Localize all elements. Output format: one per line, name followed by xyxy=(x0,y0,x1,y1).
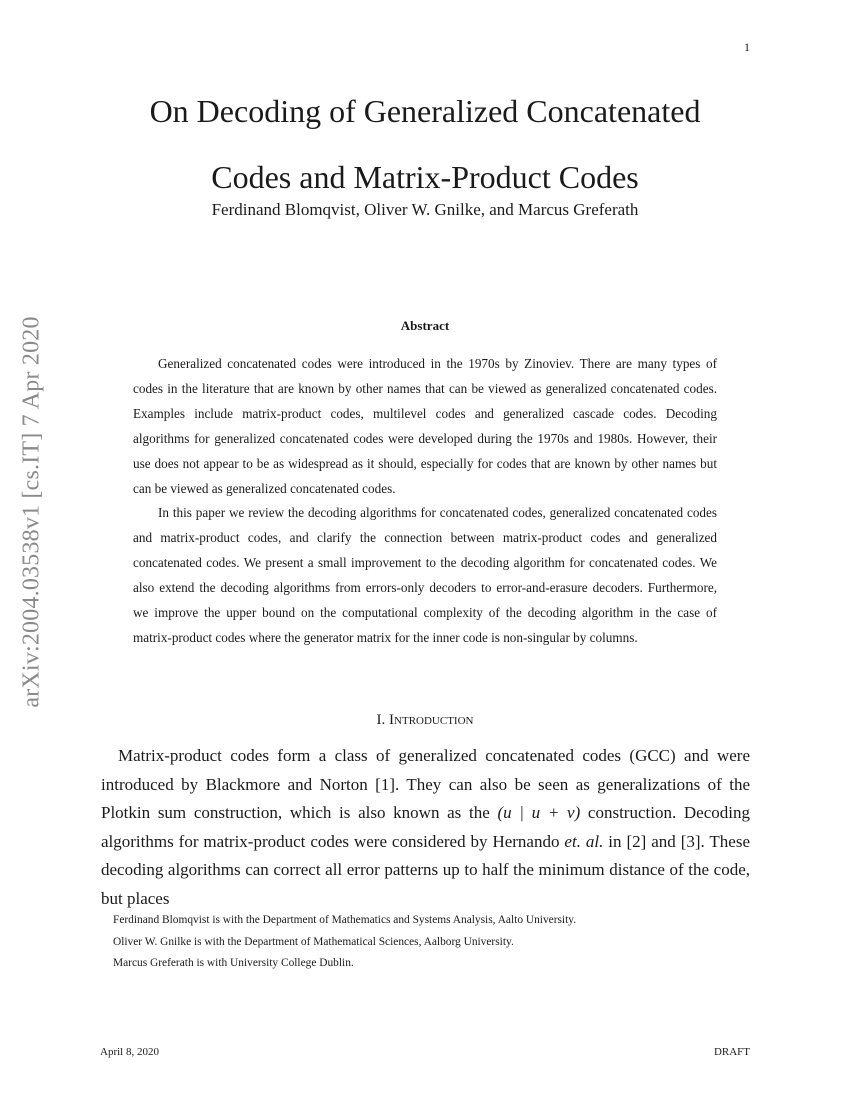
footer-date: April 8, 2020 xyxy=(100,1046,159,1058)
plotkin-construction-math: (u | u + v) xyxy=(497,803,581,823)
introduction-body xyxy=(101,742,750,914)
intro-text: Matrix-product codes form a class of generalized concatenated codes (GCC) and were introduced by Blackmore and Norton [1]. They can also be seen as generalizations of the Plotkin sum construction, which is also known as the xyxy=(101,746,750,823)
page-number: 1 xyxy=(744,40,750,54)
abstract-paragraph: Generalized concatenated codes were introduced in the 1970s by Zinoviev. There are many types of codes in the literature that are known by other names that can be viewed as generalized concatenated codes. Examples include matrix-product codes, multilevel codes and generalized cascade codes. Decoding algorithms for generalized concatenated codes were developed during the 1970s and 1980s. However, their use does not appear to be as widespread as it should, especially for codes that are known by other names but can be viewed as generalized concatenated codes. xyxy=(133,356,717,496)
abstract-body xyxy=(133,352,717,651)
author-footnotes xyxy=(113,910,753,975)
footnote: Marcus Greferath is with University College Dublin. xyxy=(113,957,354,969)
et-al-citation: et. al. xyxy=(564,831,604,851)
footnote: Ferdinand Blomqvist is with the Department of Mathematics and Systems Analysis, Aalto University. xyxy=(113,914,577,926)
paper-title xyxy=(100,78,750,210)
abstract-heading: Abstract xyxy=(400,318,450,333)
section-heading xyxy=(100,712,750,729)
intro-text: in [2] and [3]. These decoding algorithms can correct all error patterns up to half the minimum distance of the code, but places xyxy=(101,831,750,908)
footer-status: DRAFT xyxy=(713,1046,750,1058)
intro-text: construction. Decoding algorithms for matrix-product codes were considered by Hernando xyxy=(101,803,750,851)
abstract-paragraph: In this paper we review the decoding algorithms for concatenated codes, generalized concatenated codes and matrix-product codes, and clarify the connection between matrix-product codes and generalized concatenated codes. We present a small improvement to the decoding algorithm for concatenated codes. We also extend the decoding algorithms from errors-only decoders to error-and-erasure decoders. Furthermore, we improve the upper bound on the computational complexity of the decoding algorithm in the case of matrix-product codes where the generator matrix for the inner code is non-singular by columns. xyxy=(133,505,717,645)
arxiv-identifier: arXiv:2004.03538v1 [cs.IT] 7 Apr 2020 xyxy=(18,316,45,708)
footnote: Oliver W. Gnilke is with the Department of Mathematical Sciences, Aalborg University. xyxy=(113,935,514,948)
paper-title-line-1: On Decoding of Generalized Concatenated xyxy=(149,93,701,129)
introduction-paragraph xyxy=(101,742,750,914)
author-list: Ferdinand Blomqvist, Oliver W. Gnilke, and Marcus Greferath xyxy=(211,200,639,219)
section-title: Introduction xyxy=(389,712,474,728)
paper-title-line-2: Codes and Matrix-Product Codes xyxy=(211,159,639,195)
section-number: I. xyxy=(376,712,386,728)
